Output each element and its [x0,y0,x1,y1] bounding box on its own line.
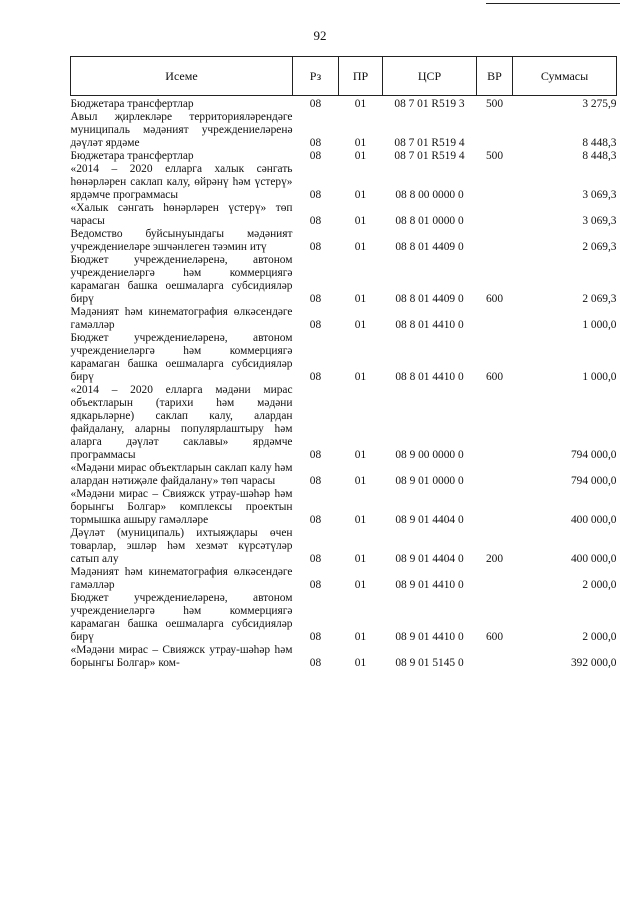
cell-csr: 08 9 01 5145 0 [395,657,464,669]
cell-amount: 794 000,0 [570,475,617,487]
cell-rz: 08 [309,553,322,565]
cell-name: Дәүләт (муниципаль) ихтыяҗлары өчен товарлар, эшләр һәм хезмәт күрсәтүләр сатып алу [70,527,293,565]
cell-vr: 500 [485,150,504,162]
cell-pr: 01 [354,293,367,305]
cell-vr [477,202,513,228]
cell-name: Авыл җирлекләре территорияләрендәге муниципаль мәдәният учреждениеләренә дәүләт ярдәме [70,111,293,149]
cell-name: Мәдәният һәм кинематография өлкәсендәге гамәлләр [70,566,293,591]
table-row [71,527,617,566]
cell-name: Бюджет учреждениеләренә, автоном учреждениеләргә һәм коммерциягә карамаган башка оешмаларга субсидияләр бирү [70,332,293,383]
cell-csr: 08 9 01 4410 0 [395,631,464,643]
cell-rz: 08 [309,371,322,383]
cell-rz: 08 [309,631,322,643]
cell-name: «Мәдәни мирас – Свияжск утрау-шәһәр һәм борынгы Болгар» комплексы проектын тормышка ашыру гамәлләре [70,488,293,526]
cell-name: «Мәдәни мирас объектларын саклап калу һәм алардан нәтиҗәле файдалану» төп чарасы [70,462,293,487]
cell-csr: 08 9 01 4404 0 [395,514,464,526]
cell-name: «Халык сәнгать һөнәрләрен үстерү» төп чарасы [70,202,293,227]
cell-amount: 400 000,0 [570,514,617,526]
table-row [71,566,617,592]
cell-csr: 08 7 01 R519 4 [394,150,465,162]
header-pr: ПР [339,57,383,96]
cell-rz: 08 [309,449,322,461]
cell-vr [477,111,513,150]
cell-vr [477,488,513,527]
cell-rz: 08 [309,150,322,162]
cell-amount: 3 069,3 [582,215,617,227]
table-row [71,96,617,112]
cell-vr [477,306,513,332]
cell-amount: 3 275,9 [582,98,617,110]
table-row [71,306,617,332]
cell-csr: 08 9 01 4404 0 [395,553,464,565]
cell-pr: 01 [354,553,367,565]
cell-csr: 08 7 01 R519 4 [394,137,465,149]
cell-pr: 01 [354,449,367,461]
cell-amount: 2 069,3 [582,293,617,305]
cell-amount: 3 069,3 [582,189,617,201]
cell-amount: 400 000,0 [570,553,617,565]
cell-vr: 600 [485,371,504,383]
cell-amount: 1 000,0 [582,371,617,383]
cell-csr: 08 8 01 4410 0 [395,371,464,383]
cell-rz: 08 [309,189,322,201]
cell-vr: 500 [485,98,504,110]
cell-rz: 08 [309,514,322,526]
cell-pr: 01 [354,189,367,201]
table-row [71,462,617,488]
cell-pr: 01 [354,657,367,669]
cell-csr: 08 8 01 4410 0 [395,319,464,331]
cell-csr: 08 9 00 0000 0 [395,449,464,461]
cell-pr: 01 [354,150,367,162]
table-row [71,332,617,384]
table-row [71,592,617,644]
table-row [71,254,617,306]
cell-csr: 08 9 01 0000 0 [395,475,464,487]
cell-pr: 01 [354,514,367,526]
table-row [71,111,617,150]
cell-vr: 600 [485,293,504,305]
top-corner-line [486,3,620,4]
cell-name: Ведомство буйсынуындагы мәдәният учреждениеләре эшчәнлеген тәэмин итү [70,228,293,253]
header-name: Исеме [71,57,293,96]
cell-rz: 08 [309,657,322,669]
cell-vr [477,163,513,202]
page-number: 92 [313,28,327,43]
cell-pr: 01 [354,241,367,253]
table-row [71,644,617,670]
cell-rz: 08 [309,98,322,110]
budget-table [70,56,617,670]
cell-name: Бюджет учреждениеләренә, автоном учреждениеләргә һәм коммерциягә карамаган башка оешмаларга субсидияләр бирү [70,254,293,305]
cell-rz: 08 [309,319,322,331]
cell-pr: 01 [354,579,367,591]
table-row [71,150,617,163]
cell-csr: 08 8 00 0000 0 [395,189,464,201]
cell-rz: 08 [309,137,322,149]
header-rz: Рз [293,57,339,96]
cell-vr [477,228,513,254]
cell-rz: 08 [309,241,322,253]
cell-vr [477,384,513,462]
cell-vr [477,462,513,488]
header-vr: ВР [477,57,513,96]
cell-amount: 392 000,0 [570,657,617,669]
table-row [71,202,617,228]
cell-rz: 08 [309,579,322,591]
cell-rz: 08 [309,215,322,227]
cell-pr: 01 [354,98,367,110]
cell-amount: 8 448,3 [582,137,617,149]
cell-pr: 01 [354,631,367,643]
cell-name: «2014 – 2020 елларга халык сәнгать һөнәрләрен саклап калу, өйрәнү һәм үстерү» ярдәмче программасы [70,163,293,201]
cell-rz: 08 [309,293,322,305]
cell-rz: 08 [309,475,322,487]
cell-name: Мәдәният һәм кинематография өлкәсендәге гамәлләр [70,306,293,331]
table-row [71,163,617,202]
cell-amount: 8 448,3 [582,150,617,162]
cell-pr: 01 [354,371,367,383]
cell-amount: 2 000,0 [582,579,617,591]
cell-vr [477,566,513,592]
cell-pr: 01 [354,319,367,331]
cell-amount: 2 000,0 [582,631,617,643]
cell-amount: 794 000,0 [570,449,617,461]
cell-amount: 2 069,3 [582,241,617,253]
table-row [71,228,617,254]
cell-vr [477,644,513,670]
cell-vr: 200 [485,553,504,565]
cell-csr: 08 8 01 4409 0 [395,293,464,305]
cell-vr: 600 [485,631,504,643]
table-header-row [71,57,617,96]
header-amount: Суммасы [513,57,617,96]
cell-pr: 01 [354,215,367,227]
cell-pr: 01 [354,475,367,487]
cell-csr: 08 8 01 4409 0 [395,241,464,253]
cell-name: Бюджетара трансфертлар [70,98,194,110]
cell-csr: 08 9 01 4410 0 [395,579,464,591]
table-row [71,384,617,462]
cell-csr: 08 7 01 R519 3 [394,98,465,110]
table-body [71,96,617,671]
cell-name: Бюджет учреждениеләренә, автоном учреждениеләргә һәм коммерциягә карамаган башка оешмаларга субсидияләр бирү [70,592,293,643]
cell-name: Бюджетара трансфертлар [70,150,194,162]
cell-pr: 01 [354,137,367,149]
header-csr: ЦСР [383,57,477,96]
cell-amount: 1 000,0 [582,319,617,331]
cell-name: «Мәдәни мирас – Свияжск утрау-шәһәр һәм борынгы Болгар» ком- [70,644,293,669]
table-row [71,488,617,527]
cell-name: «2014 – 2020 елларга мәдәни мирас объектларын (тарихи һәм мәдәни ядкарьләрне) саклап калу, алардан файдалану, аларны популярлаштыру һәм аларга дәүләт саклавы» ярдәмче программасы [70,384,293,461]
cell-csr: 08 8 01 0000 0 [395,215,464,227]
